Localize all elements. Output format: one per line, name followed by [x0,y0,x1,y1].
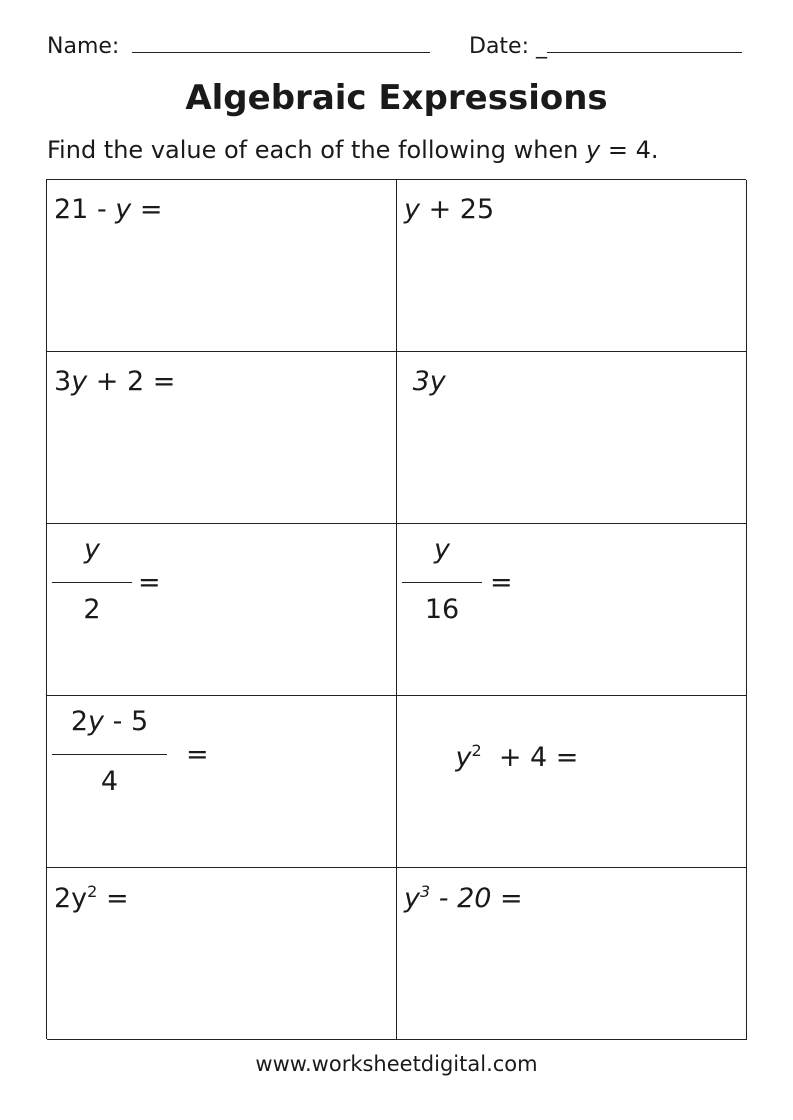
equals-sign: = [186,739,209,770]
problem-cell [47,868,397,1040]
fraction-expression [52,706,209,806]
fraction-numerator [52,706,167,737]
fraction-denominator: 2 [83,594,101,625]
exponent: 3 [419,882,431,901]
problem-cell [47,696,397,868]
expr-variable: y [71,366,88,397]
problem-expression [54,882,129,914]
problem-expression [54,194,162,225]
expr-variable: y [88,706,105,737]
fraction-denominator: 16 [424,594,460,625]
exponent: 2 [471,741,482,760]
footer-url: www.worksheetdigital.com [255,1052,538,1076]
fraction-expression [52,534,192,634]
date-field [469,32,742,59]
expr-part: 2 [70,706,89,737]
problem-expression: 3y [404,366,446,397]
expr-part: - 5 [104,706,149,737]
problem-expression [404,710,578,804]
name-label: Name: [47,34,120,59]
problem-expression [54,366,175,397]
expr-part: + 2 = [87,366,176,397]
problem-expression [404,882,523,914]
expr-variable: y [404,883,420,914]
expr-variable: y [115,194,132,225]
date-label: Date: _ [469,34,547,59]
date-line [547,32,742,53]
fraction-bar [52,754,167,755]
fraction-numerator: y [434,534,450,565]
expr-variable: y [455,742,472,773]
expr-variable: y [404,194,420,225]
expr-part: + 25 [419,194,495,225]
problem-cell [397,868,747,1040]
problem-grid [46,179,746,1039]
expr-part: 2y [54,883,88,914]
fraction-bar [52,582,132,583]
instructions-variable: y [586,136,601,164]
problem-cell [397,180,747,352]
name-field [47,32,430,59]
expr-part: - 20 = [430,883,523,914]
expr-part: 21 - [54,194,116,225]
instructions-prefix: Find the value of each of the following when [47,136,587,164]
instructions [47,136,658,164]
problem-cell [397,352,747,524]
problem-cell [397,524,747,696]
instructions-suffix: = 4. [600,136,659,164]
fraction-numerator: y [84,534,100,565]
name-line [132,32,430,53]
equals-sign: = [138,567,161,598]
expr-part: 3 [54,366,72,397]
problem-cell [397,696,747,868]
problem-cell [47,180,397,352]
expr-part: + 4 = [481,742,579,773]
worksheet-title: Algebraic Expressions [185,78,608,118]
fraction-bar [402,582,482,583]
expr-part: = [97,883,129,914]
exponent: 2 [87,882,98,901]
equals-sign: = [490,567,513,598]
problem-expression [404,194,494,225]
fraction-denominator: 4 [100,766,119,797]
problem-cell [47,352,397,524]
expr-part: = [131,194,163,225]
fraction-expression [402,534,542,634]
problem-cell [47,524,397,696]
